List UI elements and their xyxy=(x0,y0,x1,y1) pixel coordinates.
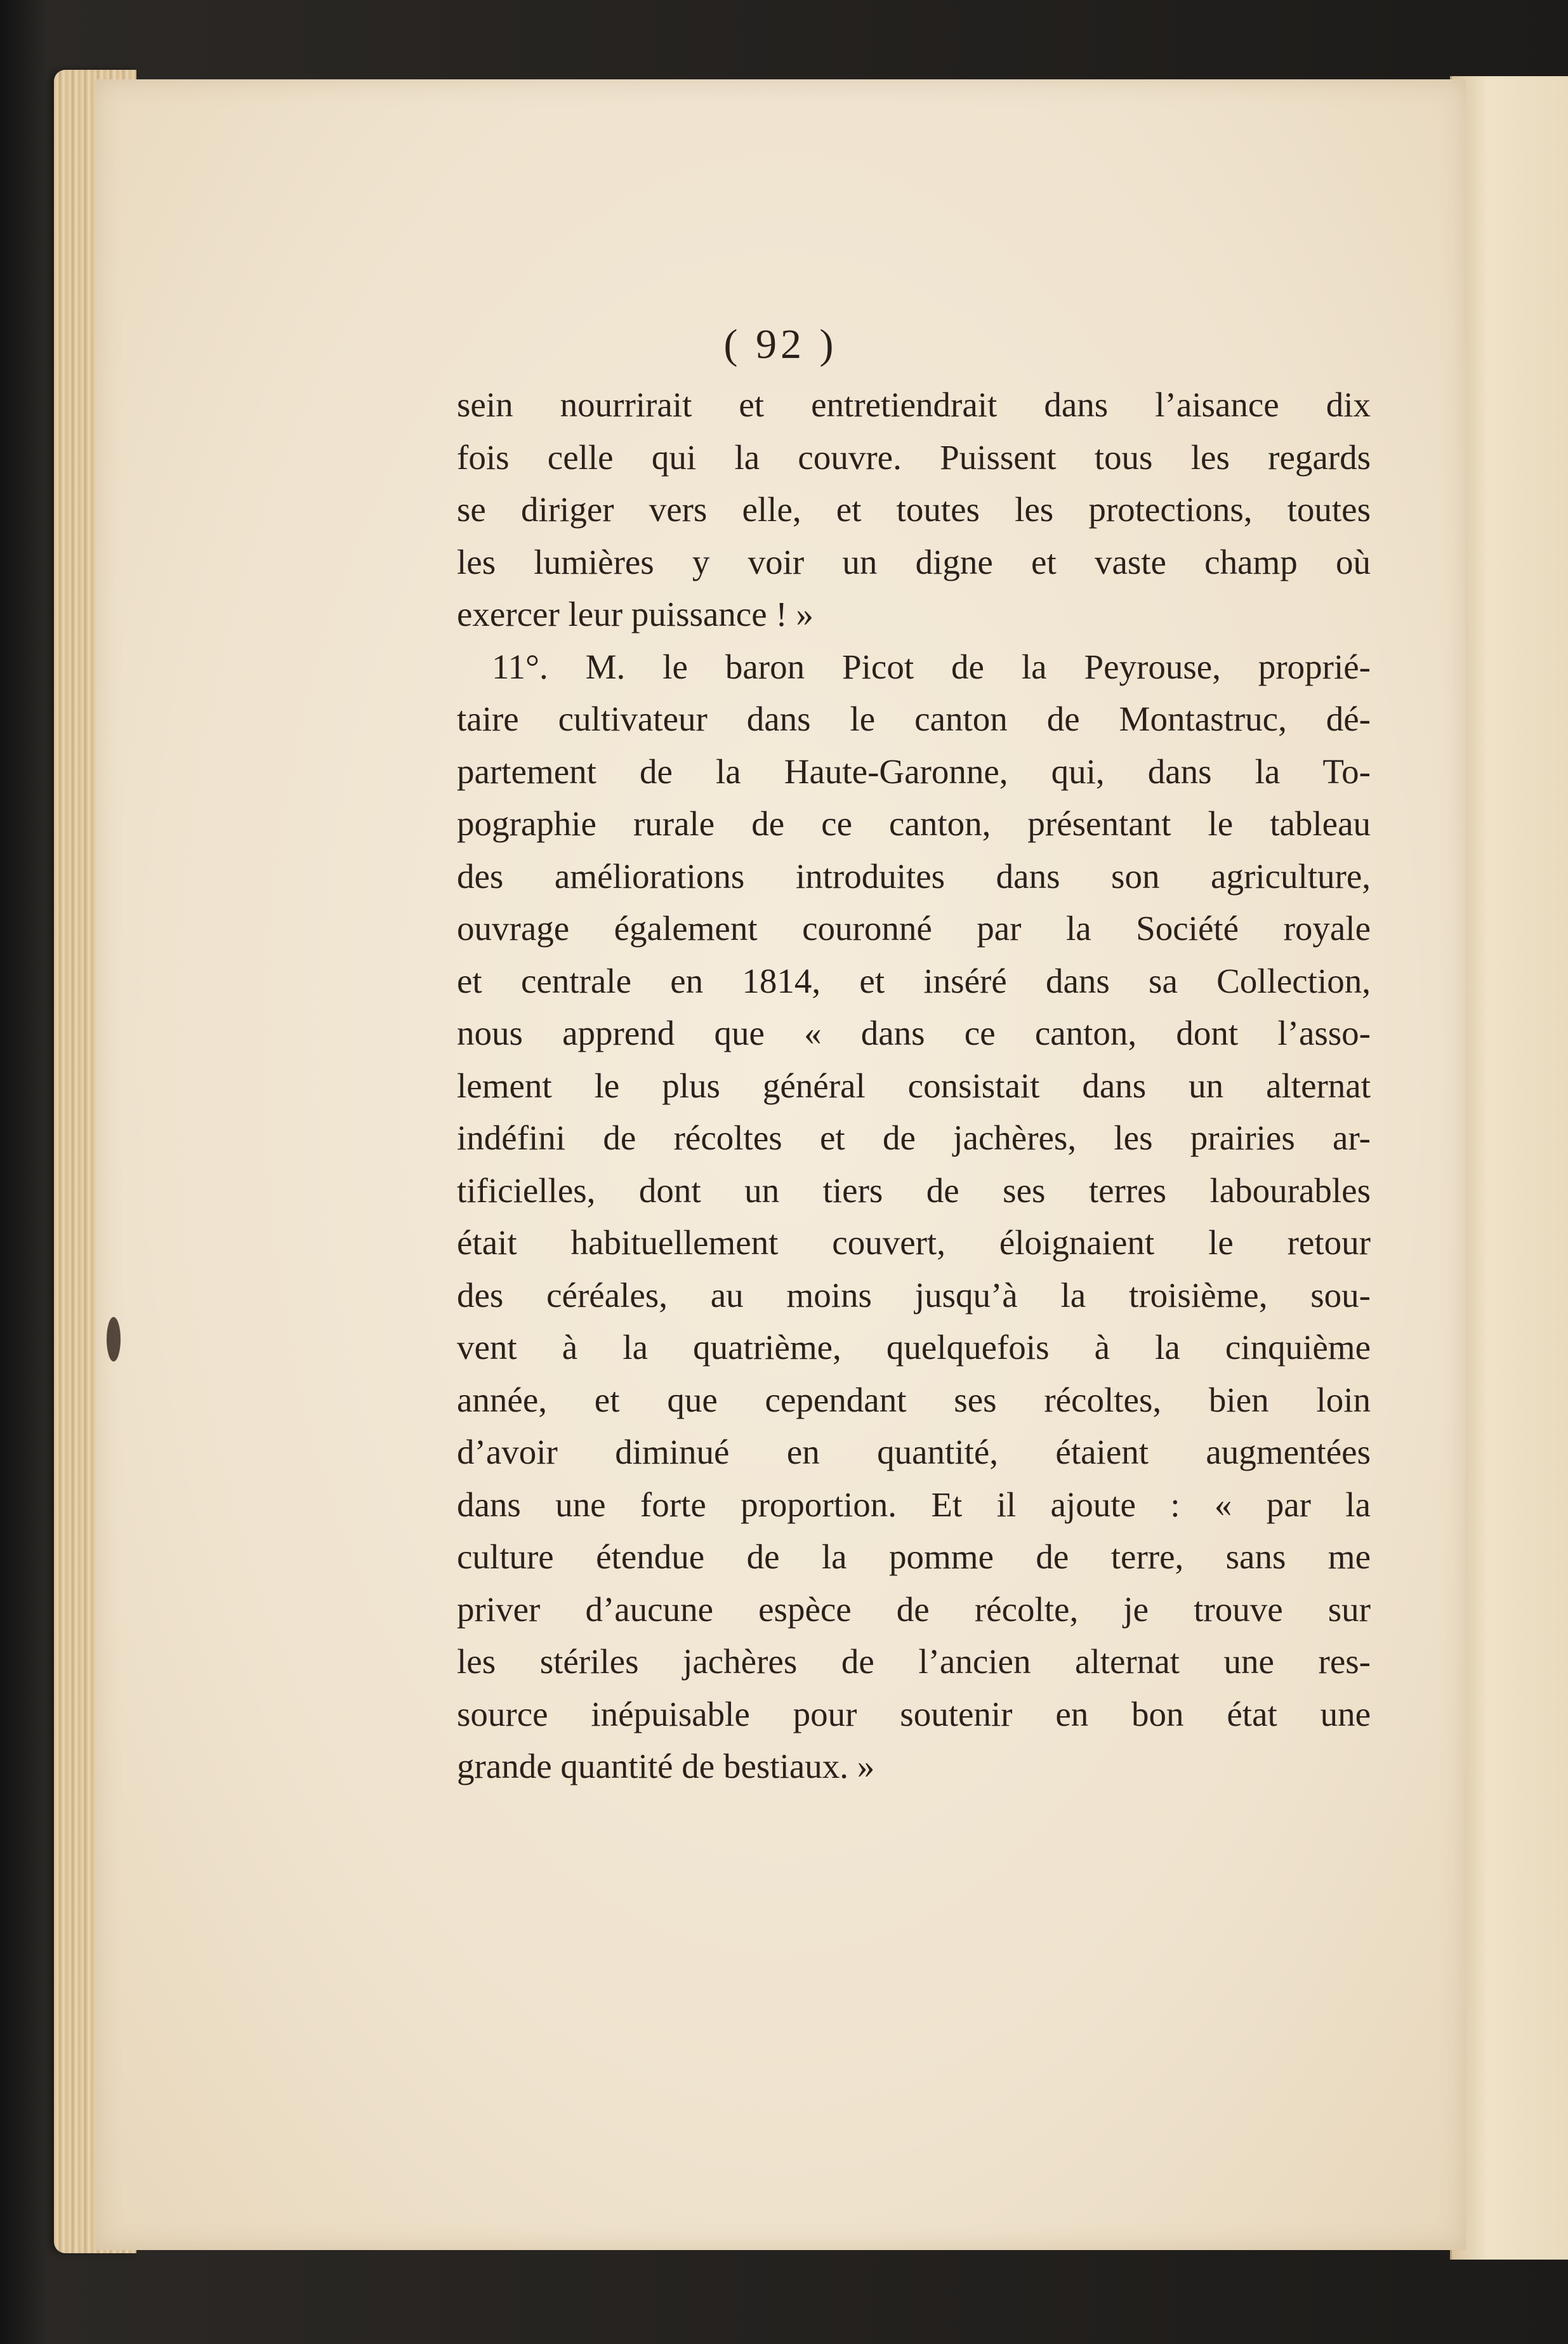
page-number: ( 92 ) xyxy=(723,321,838,367)
text-line: ouvrage également couronné par la Société royale xyxy=(457,909,1371,948)
text-line: exercer leur puissance ! » xyxy=(457,595,814,633)
text-line: indéfini de récoltes et de jachères, les prairies ar- xyxy=(457,1118,1371,1157)
text-line: nous apprend que « dans ce canton, dont l’asso- xyxy=(457,1014,1371,1052)
text-line: des céréales, au moins jusqu’à la troisième, sou- xyxy=(457,1275,1371,1314)
text-line: tificielles, dont un tiers de ses terres labourables xyxy=(457,1170,1371,1210)
text-line: grande quantité de bestiaux. » xyxy=(457,1747,875,1785)
text-line: taire cultivateur dans le canton de Montastruc, dé- xyxy=(457,699,1371,738)
text-line: était habituellement couvert, éloignaient le retour xyxy=(457,1223,1371,1262)
text-line: priver d’aucune espèce de récolte, je trouve sur xyxy=(457,1589,1371,1629)
text-line: dans une forte proportion. Et il ajoute : « par la xyxy=(457,1485,1371,1524)
text-line: pographie rurale de ce canton, présentant le tableau xyxy=(457,804,1371,843)
text-line: partement de la Haute-Garonne, qui, dans la To- xyxy=(457,752,1371,791)
facing-page-edge xyxy=(1450,76,1568,2260)
text-line: sein nourrirait et entretiendrait dans l’aisance dix xyxy=(457,385,1371,424)
text-line: culture étendue de la pomme de terre, sans me xyxy=(457,1537,1371,1576)
text-line: année, et que cependant ses récoltes, bien loin xyxy=(457,1380,1371,1419)
text-line: les stériles jachères de l’ancien alternat une res- xyxy=(457,1642,1371,1681)
body-text xyxy=(457,379,1371,1793)
ink-stain xyxy=(107,1317,121,1361)
text-line: se diriger vers elle, et toutes les protections, toutes xyxy=(457,490,1371,529)
book-page xyxy=(95,79,1466,2250)
text-line: lement le plus général consistait dans un alternat xyxy=(457,1066,1371,1105)
text-line: vent à la quatrième, quelquefois à la cinquième xyxy=(457,1328,1371,1367)
text-line: les lumières y voir un digne et vaste champ où xyxy=(457,542,1371,581)
text-line: 11°. M. le baron Picot de la Peyrouse, proprié- xyxy=(492,647,1371,686)
text-line: des améliorations introduites dans son agriculture, xyxy=(457,856,1371,896)
text-line: d’avoir diminué en quantité, étaient augmentées xyxy=(457,1433,1371,1471)
text-line: fois celle qui la couvre. Puissent tous les regards xyxy=(457,437,1371,477)
text-line: et centrale en 1814, et inséré dans sa Collection, xyxy=(457,961,1371,1000)
text-line: source inépuisable pour soutenir en bon état une xyxy=(457,1694,1371,1733)
